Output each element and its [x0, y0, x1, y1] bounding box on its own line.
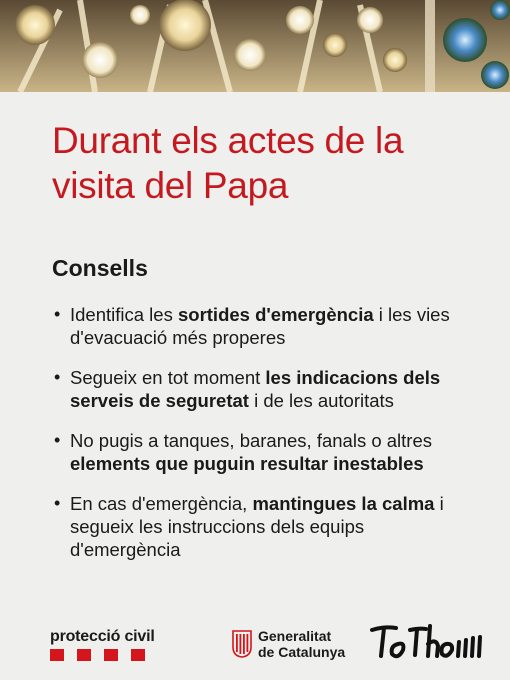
bullet-icon: •: [54, 430, 61, 450]
senyera-shield-icon: [232, 630, 252, 658]
bullet-icon: •: [54, 304, 61, 324]
tothom-logo: [370, 622, 485, 662]
generalitat-logo: [232, 628, 345, 660]
tips-list: [52, 303, 472, 578]
sagrada-familia-image: [0, 0, 510, 92]
generalitat-text: Generalitat de Catalunya: [258, 628, 346, 660]
list-item: • Segueix en tot moment les indicacions dels serveis de seguretat i de les autoritats: [54, 367, 441, 411]
section-subtitle: Consells: [52, 255, 148, 281]
bullet-icon: •: [54, 493, 61, 513]
red-squares-icon: [50, 649, 145, 661]
bullet-icon: •: [54, 367, 61, 387]
list-item: • Identifica les sortides d'emergència i les vies d'evacuació més properes: [54, 304, 450, 348]
list-item: • En cas d'emergència, mantingues la calma i segueix les instruccions dels equips d'emergència: [54, 493, 444, 560]
header-photo: [0, 0, 510, 92]
list-item: • No pugis a tanques, baranes, fanals o altres elements que puguin resultar inestables: [54, 430, 433, 474]
page-title: Durant els actes de la visita del Papa: [52, 120, 404, 206]
footer-logos: [0, 620, 510, 680]
proteccio-civil-label: protecció civil: [50, 628, 155, 645]
